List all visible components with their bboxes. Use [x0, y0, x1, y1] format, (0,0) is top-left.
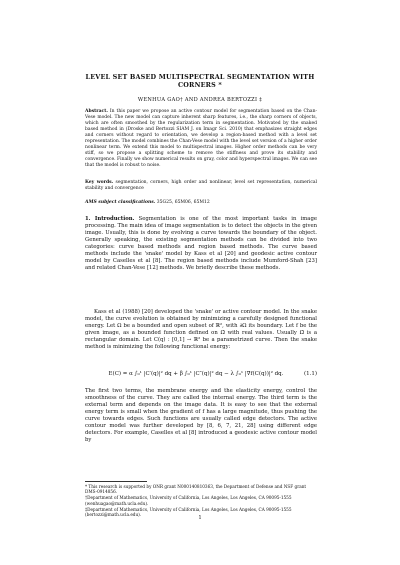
- footnote-rule: [85, 481, 147, 482]
- intro-text-1: Segmentation is one of the most important tasks in image processing. The main idea of image segmentation is to detect the objects in the given image. Usually, this is done by evolving a curve towards the boundary of the object. Generally speaking, the existing segmentation methods can be divided into two categories: curve based methods and region based methods. The curve based methods include the 'snake' model by Kass et al [20] and geodesic active contour model by Caselles et al [8]. The region based methods include Mumford-Shah [23] and related Chan-Vese [12] methods. We briefly describe these methods.: [85, 216, 317, 271]
- footnote-funding: * This research is supported by ONR grant N000140810363, the Department of Defense and NSF grant DMS-0914856.: [85, 484, 307, 495]
- ams-text: 35G25, 65M06, 65M12: [156, 200, 210, 205]
- author-line: WENHUA GAO† AND ANDREA BERTOZZI ‡: [137, 97, 263, 103]
- ams-classification: [85, 200, 317, 206]
- equation-body: E(C) = α ∫₀¹ |C′(q)|² dq + β ∫₀¹ |C″(q)|² dq − λ ∫₀¹ |∇f(C(q))|² dq.: [108, 371, 284, 377]
- keywords-label: Key words.: [85, 180, 114, 185]
- footnote-author-2: ‡Department of Mathematics, University of California, Los Angeles, Los Angeles, CA 90095-1555 (bertozzi@math.ucla.edu).: [85, 506, 292, 518]
- ams-label: AMS subject classifications.: [85, 200, 156, 205]
- abstract-text: In this paper we propose an active contour model for segmentation based on the Chan-Vese model. The new model can capture inherent sharp features, i.e., the sharp corners of objects, which are often smoothed by the regularization term in segmentation. Motivated by the snaked based method in (Droske and Bertozzi SIAM J. on Imagr Sci. 2010) that emphasizes straight edges and corners without regard to orientation, we develop a region-based method with a level set representation. The model combines the Chan-Vese model with the level set version of a higher order nonlinear term. We extend this model to multispectral images. Higher order methods can be very stiff, so we propose a splitting scheme to remove the stiffness and prove its stability and convergence. Finally we show numerical results on gray, color and hyperspectral images. We can see that the model is robust to noise.: [85, 109, 318, 168]
- intro-paragraph-1: [85, 216, 317, 272]
- section-heading: 1. Introduction.: [85, 216, 135, 222]
- keywords-text: segmentation, corners, high order and nonlinear, level set representation, numerical stability and convergence: [85, 180, 317, 191]
- page-number: 1: [198, 515, 202, 521]
- paper-title: [0, 73, 400, 89]
- equation-number: (1.1): [303, 371, 317, 377]
- keywords: [85, 180, 317, 192]
- title-line-2: CORNERS *: [178, 81, 222, 90]
- footnotes: [85, 484, 317, 517]
- title-line-1: LEVEL SET BASED MULTISPECTRAL SEGMENTATION WITH: [85, 73, 315, 81]
- footnote-author-1: †Department of Mathematics, University of California, Los Angeles, Los Angeles, CA 90095-1555 (wenhuagao@math.ucla.edu).: [85, 495, 292, 506]
- intro-paragraph-2: Kass et al (1988) [20] developed the 'snake' or active contour model. In the snake model, the curve evolution is obtained by minimizing a carefully designed functional energy. Let Ω be a bounded and open subset of ℝ², with ∂Ω its boundary. Let f be the given image, as a bounded function defined on Ω̄ with real values. Usually Ω̄ is a rectangular domain. Let C(q) : [0,1] → ℝ² be a parametrized curve. Then the snake method is minimizing the following functional energy:: [85, 309, 317, 350]
- intro-paragraph-3: The first two terms, the membrane energy and the elasticity energy, control the smoothness of the curve. They are called the internal energy. The third term is the external term and depends on the image data. It is easy to see that the external energy term is small when the gradient of f has a large magnitude, thus pushing the curve towards edges. Such functions are usually called edge detectors. The active contour model was further developed by [8, 6, 7, 21, 28] using different edge detectors. For example, Caselles et al [8] introduced a geodesic active contour model by: [85, 388, 317, 443]
- abstract-label: Abstract.: [85, 109, 108, 114]
- abstract: [85, 109, 317, 169]
- equation-1-1: [85, 368, 317, 380]
